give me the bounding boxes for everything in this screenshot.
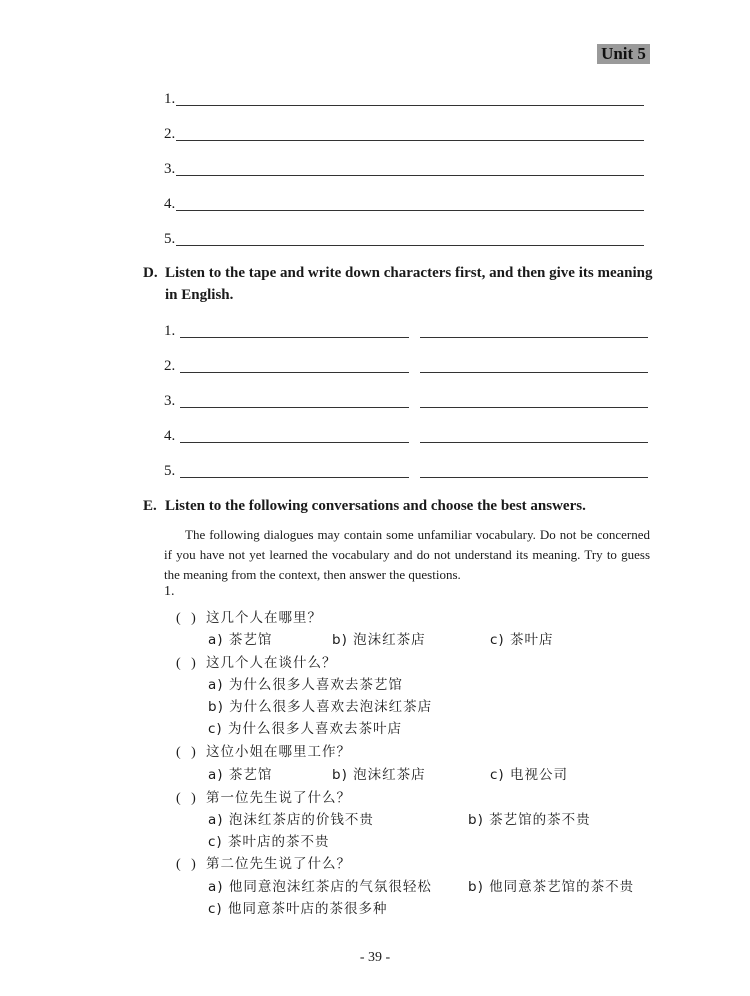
page-number: - 39 -: [359, 950, 391, 965]
question-5: [176, 852, 351, 873]
line-number: 5.: [164, 231, 176, 247]
answer-line-c4[interactable]: [164, 193, 646, 213]
answer-rule: [176, 245, 644, 246]
meaning-rule: [420, 442, 648, 443]
question-1: [176, 606, 322, 627]
characters-rule: [180, 477, 409, 478]
line-number: 2.: [164, 126, 176, 142]
question-4: [176, 786, 351, 807]
answer-rule: [176, 210, 644, 211]
answer-line-c3[interactable]: [164, 158, 646, 178]
answer-blank[interactable]: ( ): [176, 656, 196, 671]
line-number: 4.: [164, 428, 176, 444]
question-text: 第二位先生说了什么？: [206, 856, 351, 872]
answer-line-d1[interactable]: [164, 320, 650, 340]
option-b[interactable]: b) 泡沫红茶店: [332, 767, 426, 783]
option-a[interactable]: a) 泡沫红茶店的价钱不贵: [208, 812, 374, 828]
answer-rule: [176, 140, 644, 141]
line-number: 4.: [164, 196, 176, 212]
answer-rule: [176, 175, 644, 176]
option-c[interactable]: c) 茶叶店的茶不贵: [208, 834, 330, 850]
line-number: 3.: [164, 393, 176, 409]
option-c[interactable]: c) 为什么很多人喜欢去茶叶店: [208, 721, 402, 737]
section-e-heading: [143, 495, 653, 517]
meaning-rule: [420, 477, 648, 478]
line-number: 2.: [164, 358, 176, 374]
characters-rule: [180, 442, 409, 443]
answer-blank[interactable]: ( ): [176, 791, 196, 806]
answer-blank[interactable]: ( ): [176, 745, 196, 760]
option-c[interactable]: c) 他同意茶叶店的茶很多种: [208, 901, 388, 917]
section-d-heading: [143, 262, 653, 306]
characters-rule: [180, 337, 409, 338]
option-b[interactable]: b) 茶艺馆的茶不贵: [468, 812, 591, 828]
answer-line-d4[interactable]: [164, 425, 650, 445]
question-2: [176, 651, 337, 672]
option-a[interactable]: a) 他同意泡沫红茶店的气氛很轻松: [208, 879, 432, 895]
line-number: 5.: [164, 463, 176, 479]
section-instruction: Listen to the tape and write down characters first, and then give its meaning in English.: [165, 265, 653, 303]
meaning-rule: [420, 372, 648, 373]
section-letter: E.: [143, 498, 157, 514]
option-a[interactable]: a) 为什么很多人喜欢去茶艺馆: [208, 677, 403, 693]
line-number: 3.: [164, 161, 176, 177]
answer-blank[interactable]: ( ): [176, 611, 196, 626]
section-instruction: Listen to the following conversations and choose the best answers.: [165, 498, 586, 514]
option-c[interactable]: c) 电视公司: [490, 767, 568, 783]
characters-rule: [180, 407, 409, 408]
question-text: 这几个人在哪里？: [206, 610, 322, 626]
section-e-intro: The following dialogues may contain some unfamiliar vocabulary. Do not be concerned if you have not yet learned the vocabulary and do not understand its meaning. Try to guess the meaning from the context, then answer the questions.: [164, 527, 650, 582]
question-3: [176, 740, 351, 761]
meaning-rule: [420, 407, 648, 408]
line-number: 1.: [164, 91, 176, 107]
answer-line-c1[interactable]: [164, 88, 646, 108]
answer-line-d2[interactable]: [164, 355, 650, 375]
answer-line-d5[interactable]: [164, 460, 650, 480]
question-text: 这位小姐在哪里工作？: [206, 744, 351, 760]
unit-badge: Unit 5: [597, 44, 650, 64]
line-number: 1.: [164, 323, 176, 339]
option-a[interactable]: a) 茶艺馆: [208, 767, 273, 783]
question-text: 这几个人在谈什么？: [206, 655, 337, 671]
question-text: 第一位先生说了什么？: [206, 790, 351, 806]
characters-rule: [180, 372, 409, 373]
question-group-number: 1.: [164, 584, 175, 599]
answer-rule: [176, 105, 644, 106]
option-c[interactable]: c) 茶叶店: [490, 632, 554, 648]
option-b[interactable]: b) 泡沫红茶店: [332, 632, 426, 648]
section-letter: D.: [143, 265, 158, 281]
option-a[interactable]: a) 茶艺馆: [208, 632, 273, 648]
option-b[interactable]: b) 为什么很多人喜欢去泡沫红茶店: [208, 699, 433, 715]
answer-line-c5[interactable]: [164, 228, 646, 248]
answer-line-c2[interactable]: [164, 123, 646, 143]
meaning-rule: [420, 337, 648, 338]
answer-line-d3[interactable]: [164, 390, 650, 410]
answer-blank[interactable]: ( ): [176, 857, 196, 872]
option-b[interactable]: b) 他同意茶艺馆的茶不贵: [468, 879, 635, 895]
